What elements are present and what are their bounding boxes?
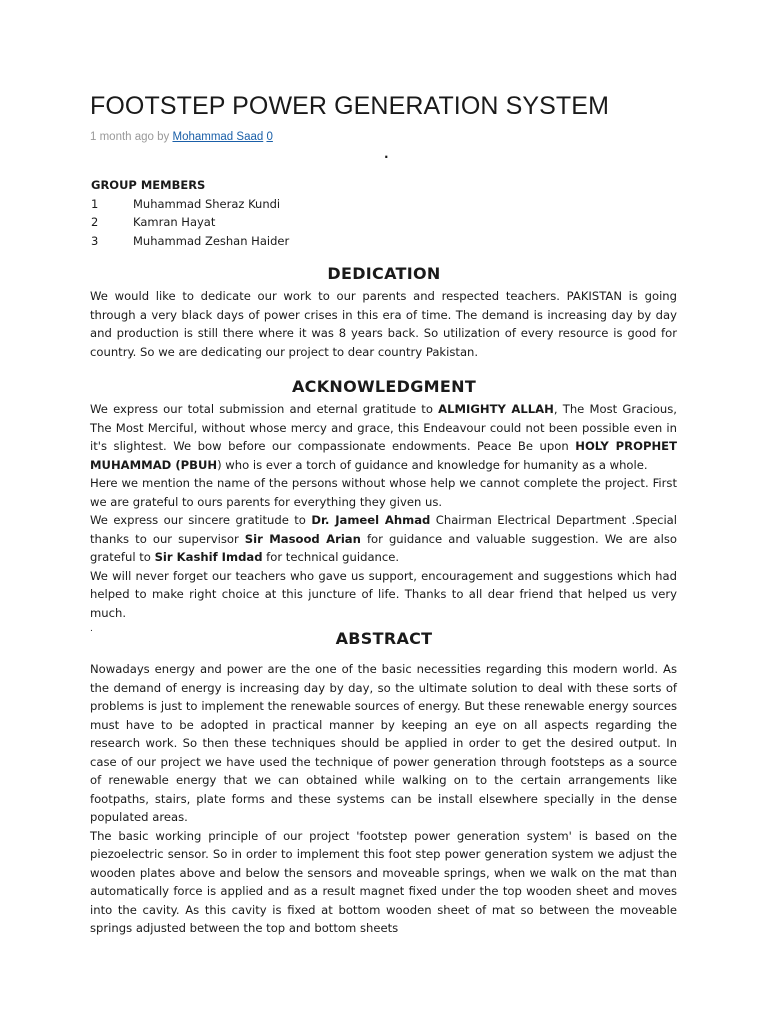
acknowledgment-heading: ACKNOWLEDGMENT bbox=[291, 377, 477, 396]
member-number: 3 bbox=[91, 233, 99, 248]
acknowledgment-paragraph-1: We express our total submission and eternal gratitude to ALMIGHTY ALLAH, The Most Gracious, The Most Merciful, without whose mercy and grace, this Endeavour could not been possible even in it's slightest. We bow before our compassionate endowments. Peace Be upon HOLY PROPHET MUHAMMAD (PBUH) who is ever a torch of guidance and knowledge for humanity as a whole. bbox=[90, 402, 677, 472]
member-number: 2 bbox=[91, 215, 99, 229]
abstract-paragraph-1: Nowadays energy and power are the one of the basic necessities regarding this modern world. As the demand of energy is increasing day by day, so the ultimate solution to deal with these sorts of problems is just to implement the renewable sources of energy. But these renewable energy sources must have to be adopted in practical manner by keeping an eye on all aspects regarding the research work. So then these techniques should be applied in order to get the desired output. In case of our project we have used the technique of power generation through footsteps as a source of renewable energy that we can obtained while walking on to the certain arrangements like footpaths, stairs, plate forms and these systems can be install elsewhere specially in the dense populated areas. bbox=[90, 662, 677, 824]
article-meta bbox=[90, 131, 273, 143]
abstract-heading: ABSTRACT bbox=[335, 629, 433, 648]
acknowledgment-paragraph-4: We will never forget our teachers who gave us support, encouragement and suggestions which had helped to make right choice at this juncture of life. Thanks to all dear friend that helped us very much. bbox=[90, 568, 677, 620]
member-number: 1 bbox=[91, 196, 99, 211]
member-row bbox=[91, 232, 289, 251]
acknowledgment-paragraph-2: Here we mention the name of the persons without whose help we cannot complete the project. First we are grateful to ours parents for everything they given us. bbox=[90, 476, 677, 509]
article-title: FOOTSTEP POWER GENERATION SYSTEM bbox=[90, 92, 609, 120]
almighty-allah: ALMIGHTY ALLAH bbox=[438, 402, 554, 416]
sir-masood-arian: Sir Masood Arian bbox=[244, 531, 361, 546]
time-ago: 1 month ago by bbox=[90, 131, 173, 143]
acknowledgment-paragraph-5: . bbox=[90, 624, 93, 634]
acknowledgment-text bbox=[90, 400, 677, 636]
group-members bbox=[91, 176, 289, 250]
center-dot: . bbox=[384, 147, 389, 161]
abstract-paragraph-2: The basic working principle of our project 'footstep power generation system' is based on the piezoelectric sensor. So in order to implement this foot step power generation system we adjust the wooden plates above and below the sensors and moveable springs, when we walk on the mat than automatically force is applied and as a result magnet fixed under the top wooden sheet and moves into the cavity. As this cavity is fixed at bottom wooden sheet of mat so between the moveable springs adjusted between the top and bottom sheets bbox=[90, 828, 677, 935]
member-row bbox=[91, 213, 289, 232]
group-members-title: GROUP MEMBERS bbox=[91, 178, 206, 192]
dr-jameel-ahmad: Dr. Jameel Ahmad bbox=[311, 513, 431, 527]
dedication-text bbox=[90, 287, 677, 361]
acknowledgment-paragraph-3: We express our sincere gratitude to Dr. Jameel Ahmad Chairman Electrical Department .Special thanks to our supervisor Sir Masood Arian for guidance and valuable suggestion. We are also grateful to Sir Kashif Imdad for technical guidance. bbox=[90, 513, 677, 564]
author-link[interactable]: Mohammad Saad bbox=[172, 131, 264, 143]
abstract-text bbox=[90, 660, 677, 938]
dedication-heading: DEDICATION bbox=[327, 264, 441, 283]
member-name: Muhammad Sheraz Kundi bbox=[133, 196, 281, 211]
sir-kashif-imdad: Sir Kashif Imdad bbox=[154, 550, 263, 564]
member-name: Kamran Hayat bbox=[133, 215, 216, 229]
dedication-paragraph: We would like to dedicate our work to our parents and respected teachers. PAKISTAN is going through a very black days of power crises in this era of time. The demand is increasing day by day and production is still there where it was 8 years back. So utilization of every resource is good for country. So we are dedicating our project to dear country Pakistan. bbox=[90, 289, 677, 359]
member-name: Muhammad Zeshan Haider bbox=[133, 233, 290, 248]
comments-count-link[interactable]: 0 bbox=[266, 131, 273, 143]
member-row bbox=[91, 195, 289, 214]
holy-prophet: HOLY PROPHET MUHAMMAD (PBUH bbox=[90, 439, 677, 472]
